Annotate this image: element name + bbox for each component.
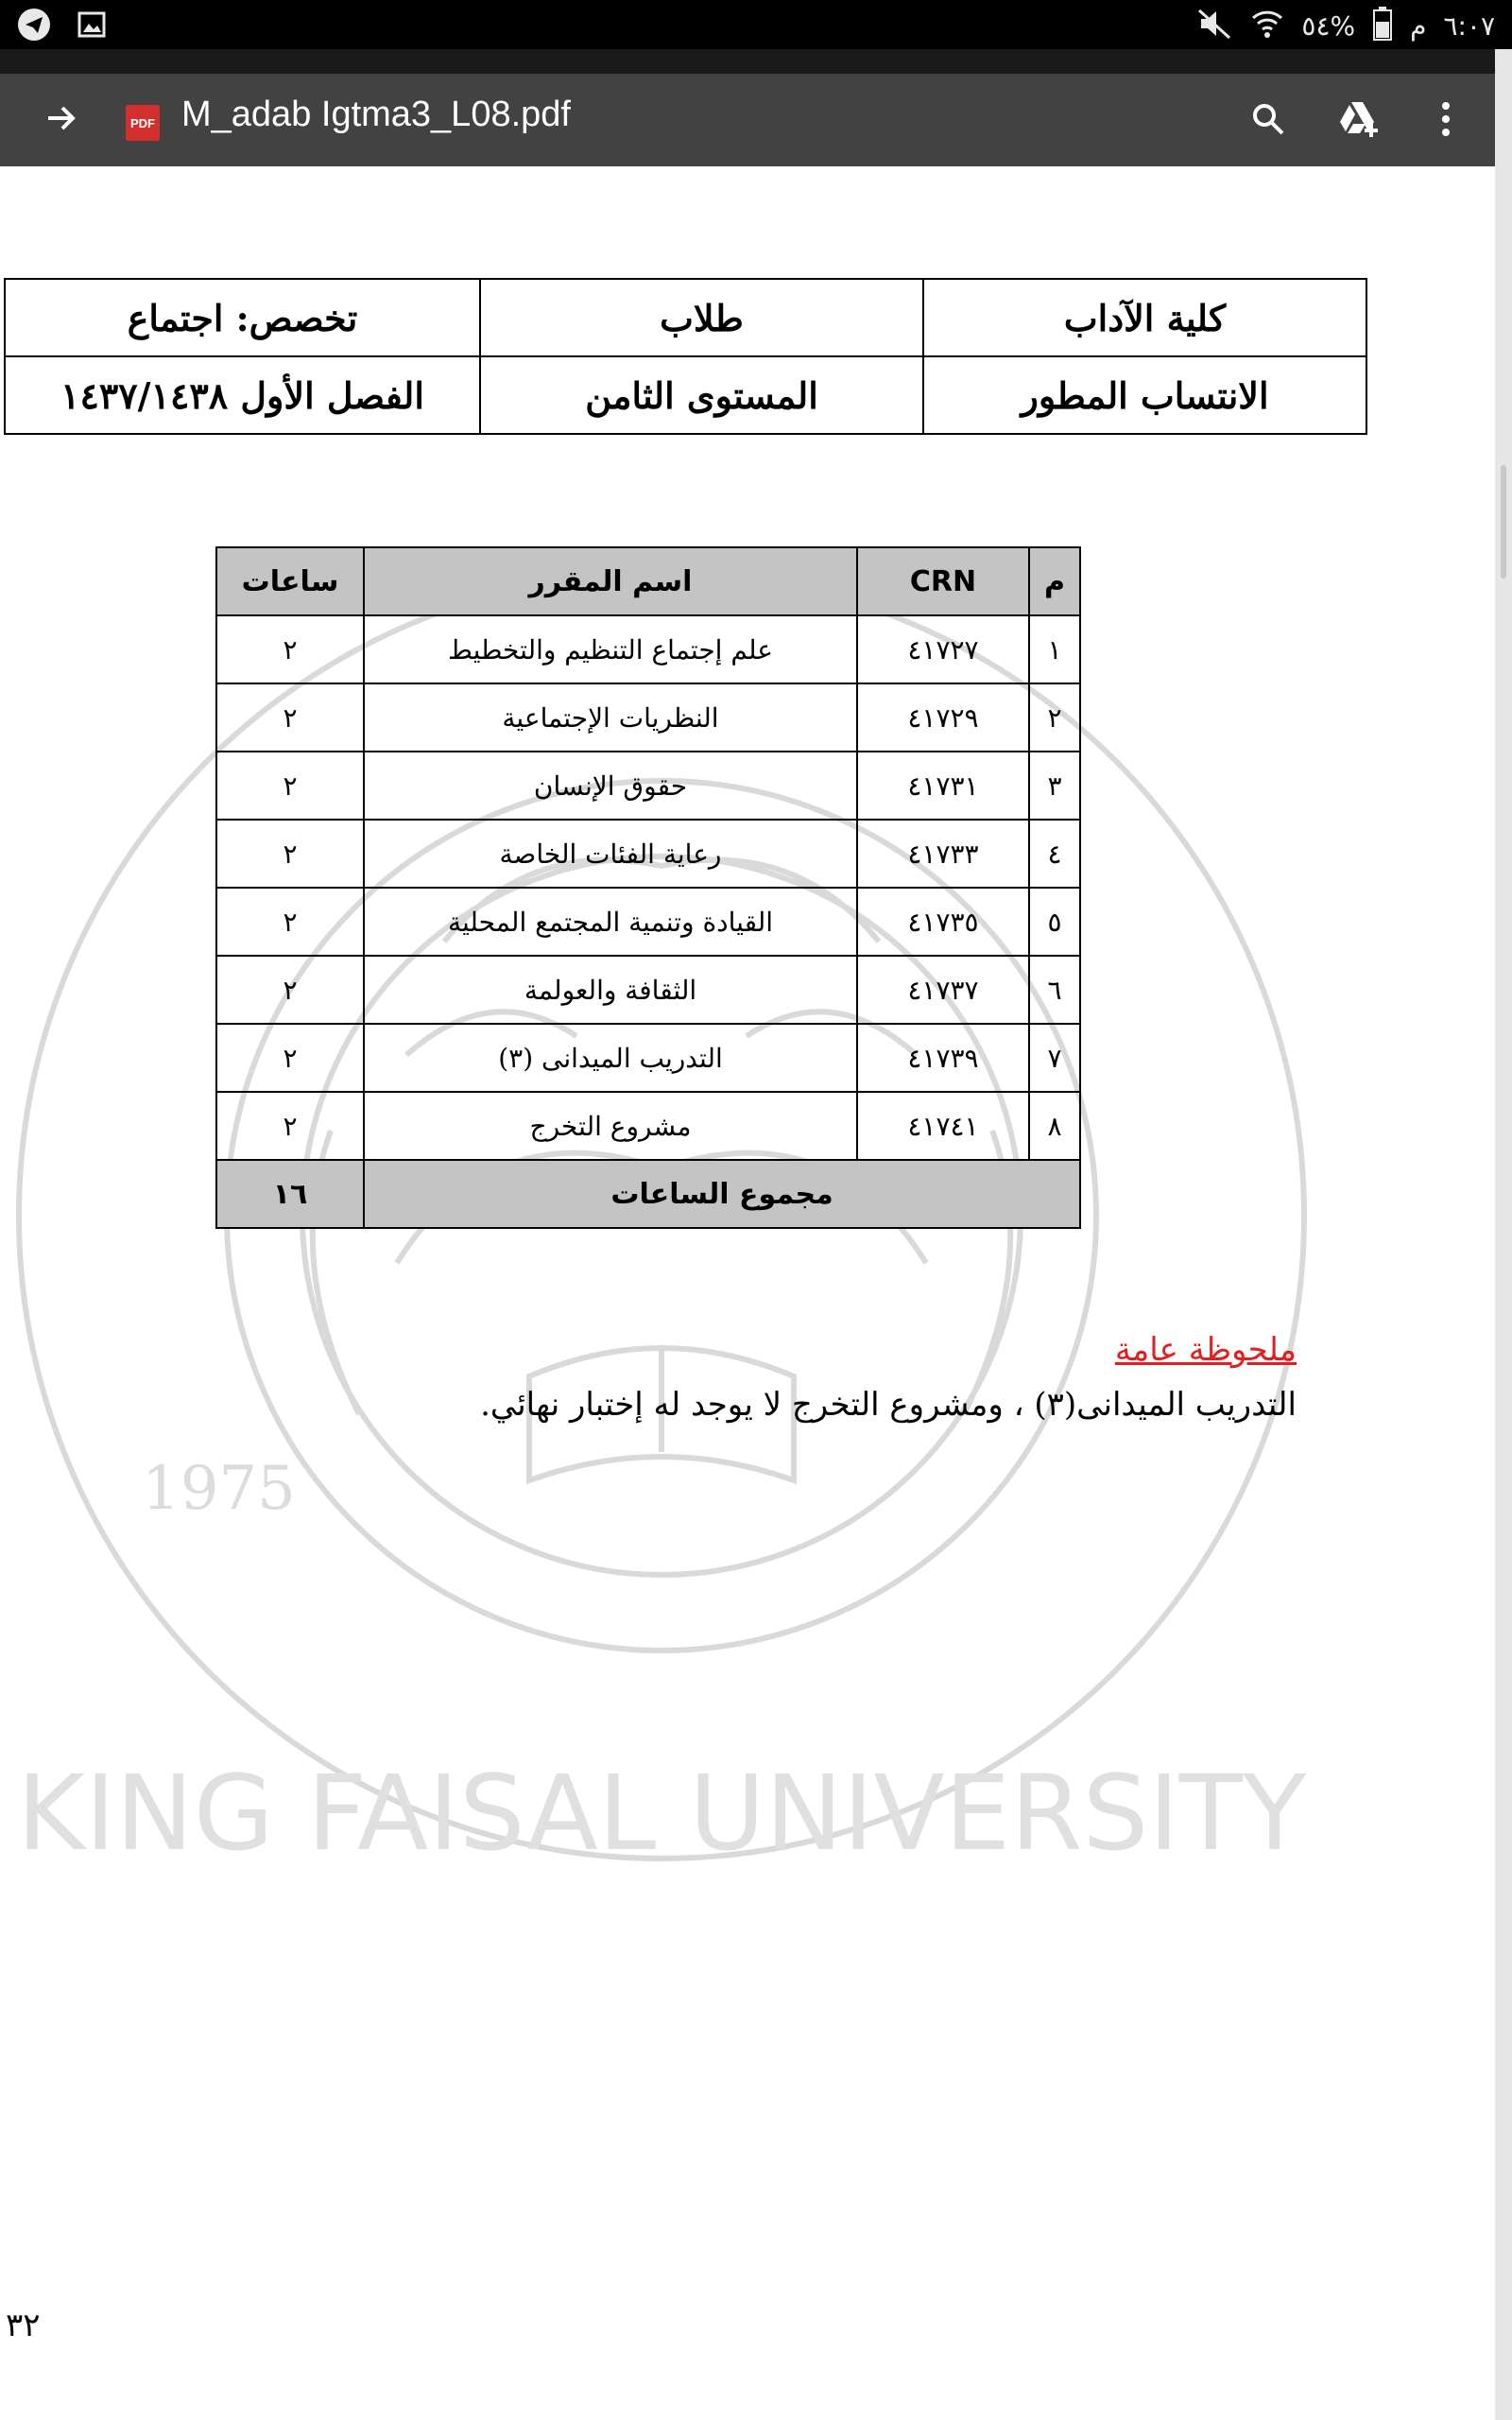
seal-text: KING FAISAL UNIVERSITY [16,1753,1307,1874]
col-header-num: م [1029,547,1080,615]
table-header-row [216,547,1080,615]
note-text: التدريب الميدانى(٣) ، ومشروع التخرج لا يوجد له إختبار نهائي. [480,1386,1297,1424]
students-cell: طلاب [480,279,923,356]
table-row [216,1092,1080,1160]
row-num: ٨ [1029,1092,1080,1160]
table-row [216,888,1080,956]
row-name: النظريات الإجتماعية [364,683,857,752]
total-hours: ١٦ [216,1160,364,1228]
back-button[interactable] [36,95,87,146]
page-number: ٣٢ [6,2307,41,2344]
clock: ٦:٠٧ [1443,9,1495,42]
pdf-page [0,166,1495,2420]
row-num: ١ [1029,615,1080,683]
row-crn: ٤١٧٣٩ [857,1024,1029,1092]
table-row [216,683,1080,752]
term-cell: الفصل الأول ١٤٣٧/١٤٣٨ [5,356,480,434]
row-name: رعاية الفئات الخاصة [364,820,857,888]
row-crn: ٤١٧٢٧ [857,615,1029,683]
col-header-name: اسم المقرر [364,547,857,615]
total-row [216,1160,1080,1228]
table-row [216,752,1080,820]
row-hours: ٢ [216,683,364,752]
row-hours: ٢ [216,888,364,956]
row-hours: ٢ [216,752,364,820]
add-to-drive-button[interactable] [1332,95,1385,147]
seal-year: 1975 [142,1454,296,1524]
table-row [216,615,1080,683]
table-row [216,956,1080,1024]
row-crn: ٤١٧٣٥ [857,888,1029,956]
gallery-icon [77,10,106,43]
row-name: الثقافة والعولمة [364,956,857,1024]
level-cell: المستوى الثامن [480,356,923,434]
add-to-drive-icon [1337,99,1381,143]
row-crn: ٤١٧٣٣ [857,820,1029,888]
program-cell: الانتساب المطور [923,356,1366,434]
scroll-thumb[interactable] [1501,465,1506,579]
scroll-track[interactable] [1495,49,1512,2420]
header-table [4,278,1367,435]
row-num: ٢ [1029,683,1080,752]
row-name: القيادة وتنمية المجتمع المحلية [364,888,857,956]
total-label: مجموع الساعات [364,1160,1080,1228]
file-title: M_adab Igtma3_L08.pdf [181,95,571,134]
app-bar [0,74,1495,166]
pdf-file-icon: PDF [126,105,160,141]
row-name: التدريب الميدانى (٣) [364,1024,857,1092]
specialization-cell: تخصص: اجتماع [5,279,480,356]
mute-icon [1195,7,1233,44]
more-options-button[interactable] [1419,95,1472,147]
row-num: ٣ [1029,752,1080,820]
college-cell: كلية الآداب [923,279,1366,356]
wifi-icon [1250,7,1284,44]
battery-icon [1372,6,1393,45]
app-bar-shadow [0,49,1512,74]
courses-table [215,546,1081,1229]
row-num: ٥ [1029,888,1080,956]
arrow-right-icon [43,99,80,141]
row-hours: ٢ [216,956,364,1024]
row-crn: ٤١٧٣٧ [857,956,1029,1024]
row-crn: ٤١٧٤١ [857,1092,1029,1160]
status-bar [0,0,1512,49]
row-num: ٧ [1029,1024,1080,1092]
row-crn: ٤١٧٢٩ [857,683,1029,752]
note-title: ملحوظة عامة [1114,1331,1297,1369]
row-name: مشروع التخرج [364,1092,857,1160]
row-hours: ٢ [216,820,364,888]
search-button[interactable] [1242,95,1295,147]
row-name: حقوق الإنسان [364,752,857,820]
col-header-crn: CRN [857,547,1029,615]
row-hours: ٢ [216,615,364,683]
battery-percent: ٥٤% [1301,9,1356,42]
row-hours: ٢ [216,1024,364,1092]
time-period: م [1410,9,1427,42]
more-vert-icon [1439,100,1452,142]
table-row [216,820,1080,888]
search-icon [1249,100,1287,142]
col-header-hours: ساعات [216,547,364,615]
row-name: علم إجتماع التنظيم والتخطيط [364,615,857,683]
table-row [216,1024,1080,1092]
row-crn: ٤١٧٣١ [857,752,1029,820]
row-num: ٦ [1029,956,1080,1024]
row-hours: ٢ [216,1092,364,1160]
telegram-icon [17,8,51,45]
row-num: ٤ [1029,820,1080,888]
